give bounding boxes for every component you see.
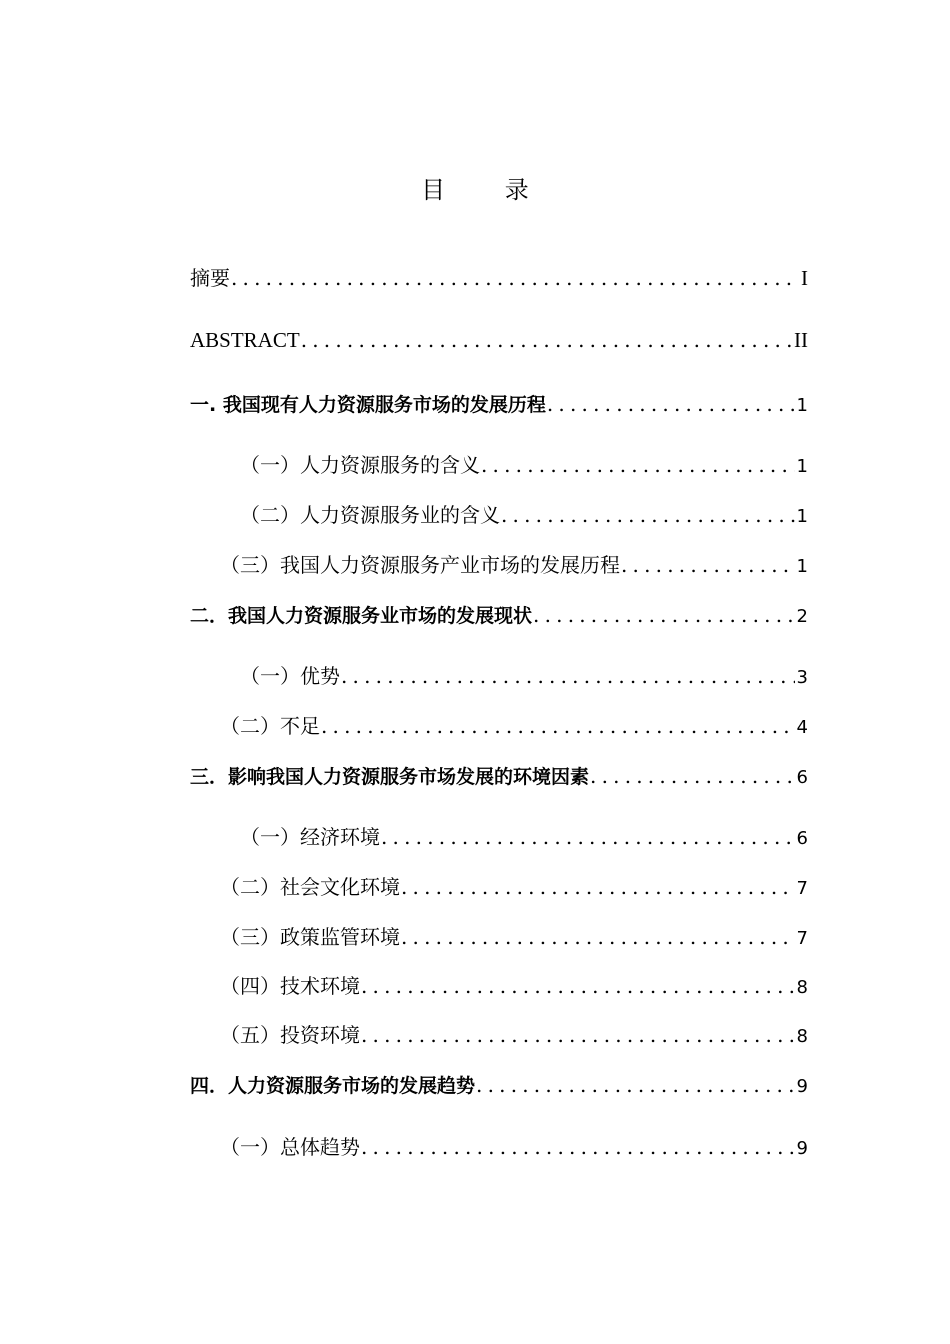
toc-entry-page: 2 bbox=[796, 606, 808, 627]
toc-leader-dots bbox=[501, 500, 795, 530]
toc-leader-dots bbox=[481, 450, 795, 480]
toc-entry-2-2[interactable] bbox=[220, 711, 808, 741]
toc-entry-page: 1 bbox=[796, 556, 808, 577]
toc-entry-1-2[interactable] bbox=[240, 500, 808, 530]
toc-entry-label: （三）政策监管环境 bbox=[220, 925, 400, 949]
toc-entry-label: （二）不足 bbox=[220, 714, 320, 738]
toc-leader-dots bbox=[231, 263, 799, 293]
toc-entry-page: 1 bbox=[796, 456, 808, 477]
toc-entry-1-3[interactable] bbox=[220, 550, 808, 580]
toc-entry-label: （三）我国人力资源服务产业市场的发展历程 bbox=[220, 553, 620, 577]
toc-entry-page: II bbox=[794, 328, 808, 352]
toc-entry-label: （二）人力资源服务业的含义 bbox=[240, 503, 500, 527]
toc-leader-dots bbox=[381, 822, 795, 852]
toc-entry-page: 8 bbox=[796, 1026, 808, 1047]
toc-entry-page: 9 bbox=[796, 1138, 808, 1159]
toc-entry-chapter-4[interactable] bbox=[190, 1070, 808, 1100]
toc-leader-dots bbox=[321, 711, 795, 741]
toc-entry-label: （一）优势 bbox=[240, 664, 340, 688]
toc-entry-3-2[interactable] bbox=[220, 872, 808, 902]
toc-leader-dots bbox=[547, 389, 795, 419]
toc-entry-label: 二．我国人力资源服务业市场的发展现状 bbox=[190, 605, 533, 627]
toc-entry-page: 7 bbox=[796, 878, 808, 899]
toc-leader-dots bbox=[361, 971, 795, 1001]
toc-entry-page: 3 bbox=[796, 667, 808, 688]
toc-entry-label: （一）经济环境 bbox=[240, 825, 380, 849]
toc-entry-4-1[interactable] bbox=[220, 1132, 808, 1162]
toc-leader-dots bbox=[341, 661, 795, 691]
toc-entry-label: （一）人力资源服务的含义 bbox=[240, 453, 480, 477]
toc-entry-abstract-en[interactable] bbox=[190, 325, 808, 355]
toc-entry-2-1[interactable] bbox=[240, 661, 808, 691]
toc-entry-page: I bbox=[801, 266, 808, 290]
toc-entry-page: 1 bbox=[796, 506, 808, 527]
toc-leader-dots bbox=[361, 1020, 795, 1050]
toc-entry-page: 4 bbox=[796, 717, 808, 738]
toc-entry-label: （五）投资环境 bbox=[220, 1023, 360, 1047]
toc-leader-dots bbox=[361, 1132, 795, 1162]
toc-entry-page: 8 bbox=[796, 977, 808, 998]
toc-entry-label: 四．人力资源服务市场的发展趋势 bbox=[190, 1075, 476, 1097]
toc-entry-page: 9 bbox=[796, 1076, 808, 1097]
toc-title: 目 录 bbox=[421, 176, 555, 204]
toc-entry-label: （二）社会文化环境 bbox=[220, 875, 400, 899]
toc-leader-dots bbox=[401, 872, 795, 902]
toc-entry-page: 7 bbox=[796, 928, 808, 949]
toc-entry-3-3[interactable] bbox=[220, 922, 808, 952]
toc-entry-page: 6 bbox=[796, 828, 808, 849]
toc-entry-label: 一. 我国现有人力资源服务市场的发展历程 bbox=[190, 394, 546, 416]
toc-leader-dots bbox=[621, 550, 795, 580]
toc-entry-abstract-cn[interactable] bbox=[190, 263, 808, 293]
toc-entry-label: （一）总体趋势 bbox=[220, 1135, 360, 1159]
toc-entry-chapter-2[interactable] bbox=[190, 600, 808, 630]
toc-leader-dots bbox=[533, 600, 795, 630]
toc-entry-page: 6 bbox=[796, 767, 808, 788]
toc-entry-page: 1 bbox=[796, 395, 808, 416]
toc-entry-chapter-3[interactable] bbox=[190, 761, 808, 791]
toc-entry-3-1[interactable] bbox=[240, 822, 808, 852]
toc-entry-1-1[interactable] bbox=[240, 450, 808, 480]
toc-entry-label: 三．影响我国人力资源服务市场发展的环境因素 bbox=[190, 766, 590, 788]
toc-entry-3-4[interactable] bbox=[220, 971, 808, 1001]
toc-entry-label: （四）技术环境 bbox=[220, 974, 360, 998]
toc-leader-dots bbox=[301, 325, 792, 355]
toc-entry-label: ABSTRACT bbox=[190, 328, 300, 352]
toc-entry-label: 摘要 bbox=[190, 266, 230, 290]
toc-leader-dots bbox=[401, 922, 795, 952]
toc-entry-3-5[interactable] bbox=[220, 1020, 808, 1050]
toc-entry-chapter-1[interactable] bbox=[190, 389, 808, 419]
toc-leader-dots bbox=[590, 761, 795, 791]
toc-leader-dots bbox=[476, 1070, 795, 1100]
